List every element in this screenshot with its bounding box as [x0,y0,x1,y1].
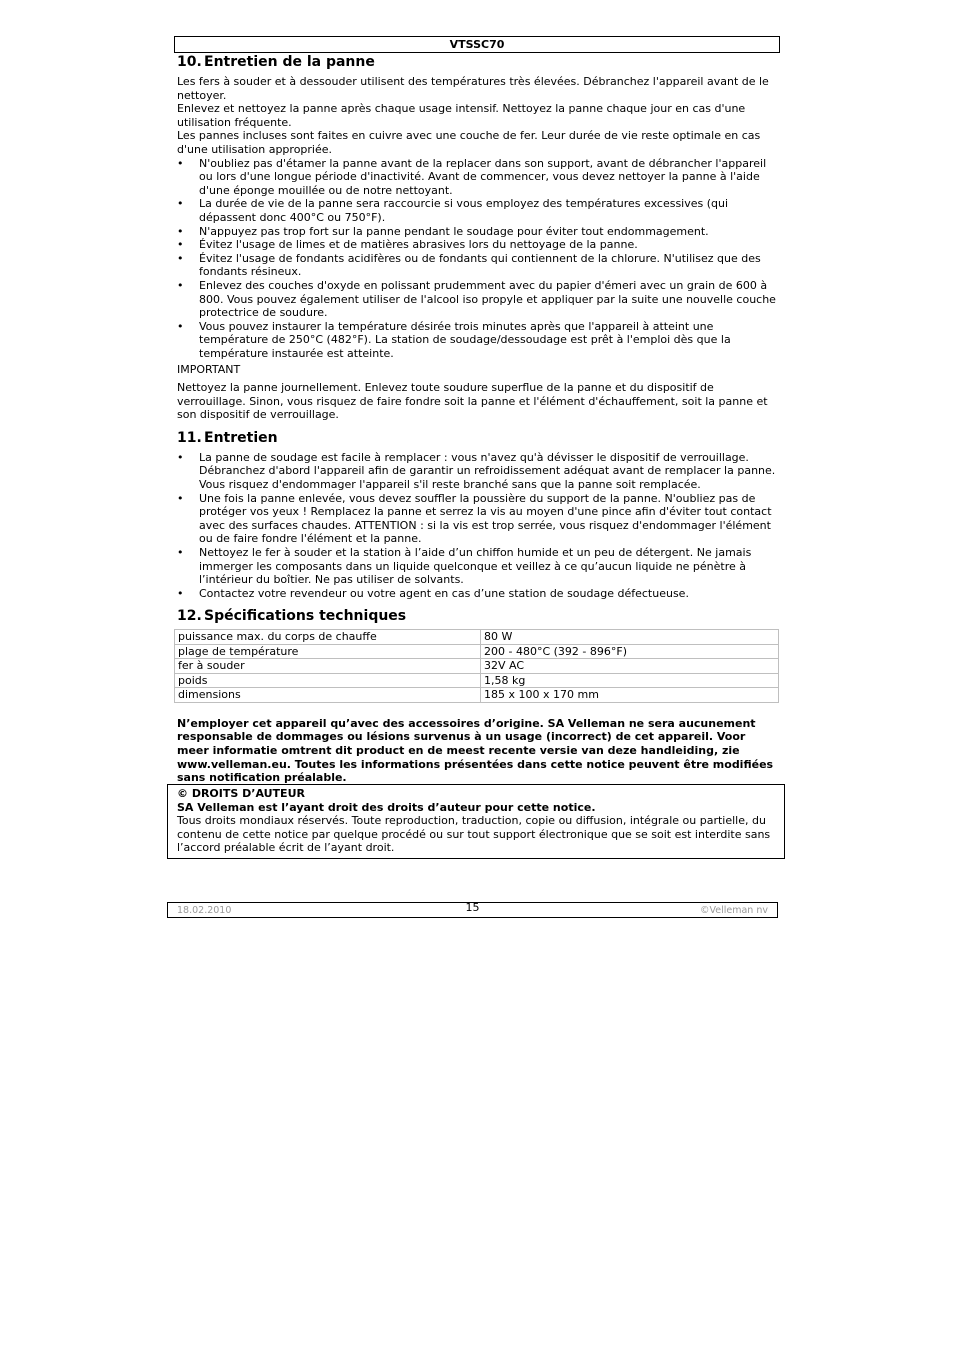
specs-table [174,629,779,703]
footer-company: ©Velleman nv [700,905,768,916]
list-item: • Évitez l'usage de limes et de matières abrasives lors du nettoyage de la panne. [177,238,777,252]
spec-label: puissance max. du corps de chauffe [175,630,481,645]
list-item: • Nettoyez le fer à souder et la station à l’aide d’un chiffon humide et un peu de détergent. Ne jamais immerger les composants dans un liquide quelconque et veillez à ce qu’aucun liquide ne pénètre à l’intérieur du boîtier. Ne pas utiliser de solvants. [177,546,777,587]
paragraph: Enlevez et nettoyez la panne après chaque usage intensif. Nettoyez la panne chaque jour en cas d'une utilisation fréquente. [177,102,746,129]
page-header [174,36,780,53]
copyright-box [167,784,785,859]
section-heading: 11. Entretien [177,429,278,446]
section-maintenance [177,429,777,601]
list-item: • N'oubliez pas d'étamer la panne avant de la replacer dans son support, avant de débrancher l'appareil ou lors d'une longue période d'inactivité. Avant de commencer, vous devez nettoyer la panne à l'aide d'une éponge mouillée ou de notre nettoyant. [177,157,777,198]
spec-value: 185 x 100 x 170 mm [481,688,779,703]
section-heading: 12. Spécifications techniques [177,608,407,625]
list-item: • N'appuyez pas trop fort sur la panne pendant le soudage pour éviter tout endommagement. [177,225,777,239]
important-label: IMPORTANT [177,363,241,377]
section-heading: 10. Entretien de la panne [177,54,375,70]
spec-label: plage de température [175,644,481,659]
list-item: • La panne de soudage est facile à remplacer : vous n'avez qu'à dévisser le dispositif de verrouillage. Débranchez d'abord l'appareil afin de garantir un refroidissement adéquat avant de remplacer la panne. Vous risquez d'endommager l'appareil s'il reste branché sans que la panne soit remplacée. [177,451,777,492]
spec-value: 1,58 kg [481,673,779,688]
page-footer [167,902,778,918]
table-row [175,630,779,645]
list-item: • Contactez votre revendeur ou votre agent en cas d’une station de soudage défectueuse. [177,587,777,601]
spec-value: 80 W [481,630,779,645]
page-number: 15 [465,901,480,914]
list-item: • Une fois la panne enlevée, vous devez souffler la poussière du support de la panne. N'oubliez pas de protéger vos yeux ! Remplacez la panne et serrez la vis au moyen d'une pince afin d'éviter tout contact avec des surfaces chaudes. ATTENTION : si la vis est trop serrée, vous risquez d'endommager l'élément ou de faire fondre l'élément et la panne. [177,492,777,546]
spec-label: dimensions [175,688,481,703]
copyright-title: © DROITS D’AUTEUR [177,787,305,800]
table-row [175,688,779,703]
spec-label: poids [175,673,481,688]
paragraph: Les fers à souder et à dessouder utilisent des températures très élevées. Débranchez l'appareil avant de le nettoyer. [177,75,769,102]
document-body [177,53,777,785]
bullet-list [177,157,777,361]
table-row [175,644,779,659]
list-item: • Vous pouvez instaurer la température désirée trois minutes après que l'appareil à atteint une température de 250°C (482°F). La station de soudage/dessoudage est prêt à l'emploi dès que la température instaurée est atteinte. [177,320,777,361]
paragraph: Les pannes incluses sont faites en cuivre avec une couche de fer. Leur durée de vie reste optimale en cas d'une utilisation appropriée. [177,129,761,156]
bullet-list [177,451,777,601]
spec-value: 32V AC [481,659,779,674]
footer-date: 18.02.2010 [177,905,232,916]
spec-label: fer à souder [175,659,481,674]
section-tip-maintenance [177,53,777,422]
table-row [175,659,779,674]
list-item: • Enlevez des couches d'oxyde en polissant prudemment avec du papier d'émeri avec un grain de 600 à 800. Vous pouvez également utiliser de l'alcool iso propyle et appliquer par la suite une nouvelle couche protectrice de soudure. [177,279,777,320]
copyright-subtitle: SA Velleman est l’ayant droit des droits d’auteur pour cette notice. [177,800,596,814]
list-item: • Évitez l'usage de fondants acidifères ou de fondants qui contiennent de la chlorure. N'utilisez que des fondants résineux. [177,252,777,279]
model-label: VTSSC70 [449,38,505,51]
disclaimer: N’employer cet appareil qu’avec des accessoires d’origine. SA Velleman ne sera aucunement responsable de dommages ou lésions survenus à un usage (incorrect) de cet appareil. Voor meer informatie omtrent dit product en de meest recente versie van deze handleiding, zie www.velleman.eu. Toutes les informations présentées dans cette notice peuvent être modifiées sans notification préalable. [177,716,774,785]
spec-value: 200 - 480°C (392 - 896°F) [481,644,779,659]
copyright-text: Tous droits mondiaux réservés. Toute reproduction, traduction, copie ou diffusion, intégrale ou partielle, du contenu de cette notice par quelque procédé ou sur tout support électronique que se soit est interdite sans l’accord préalable écrit de l’ayant droit. [177,814,771,855]
important-text: Nettoyez la panne journellement. Enlevez toute soudure superflue de la panne et du dispositif de verrouillage. Sinon, vous risquez de faire fondre soit la panne et l'élément d'échauffement, soit la panne et son dispositif de verrouillage. [177,381,768,422]
list-item: • La durée de vie de la panne sera raccourcie si vous employez des températures excessives (qui dépassent donc 400°C ou 750°F). [177,197,777,224]
table-row [175,673,779,688]
section-specifications [177,607,777,703]
